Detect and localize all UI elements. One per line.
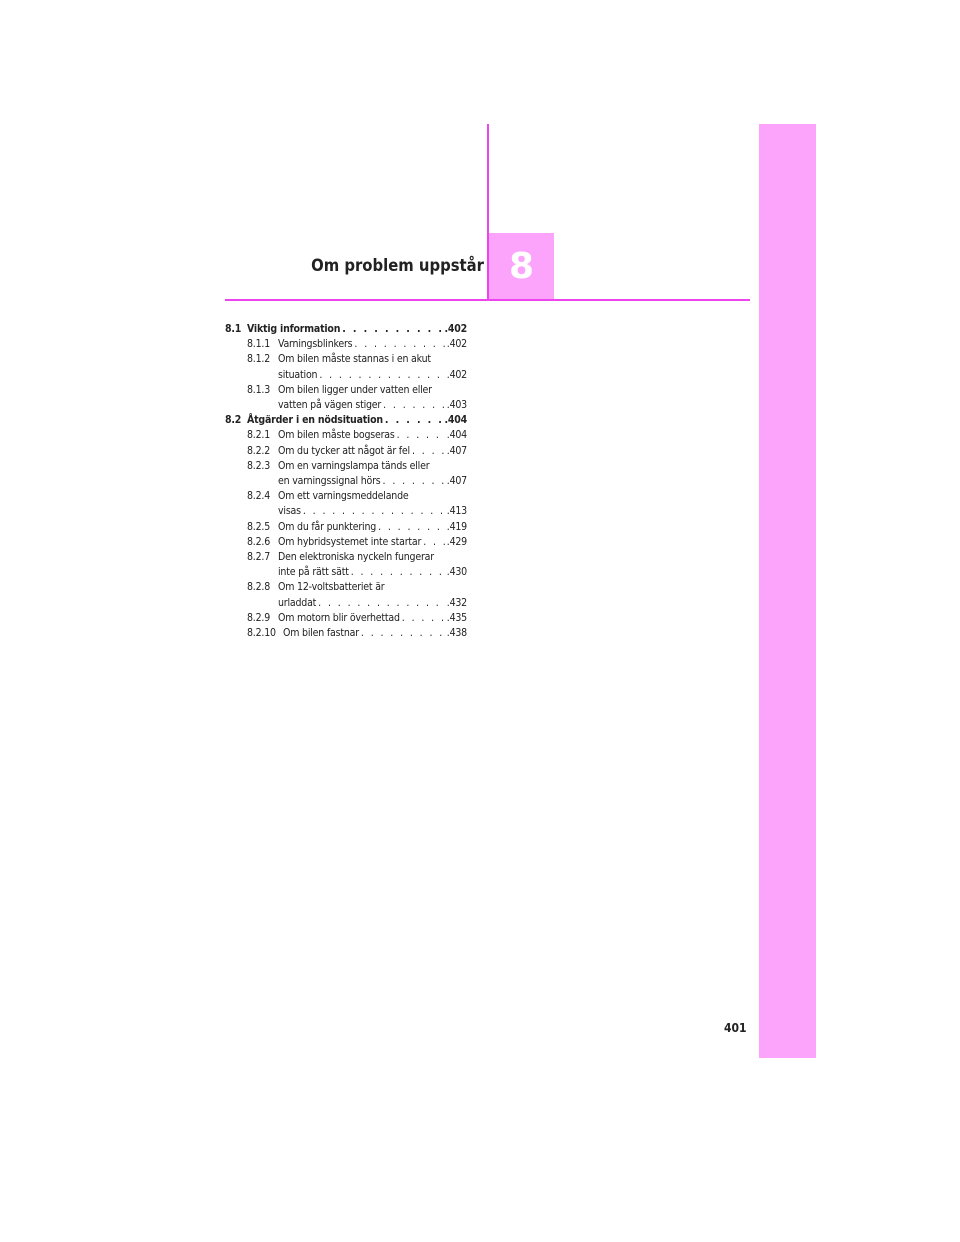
toc-leader-dots	[352, 337, 444, 352]
toc-leader-dots	[421, 535, 445, 550]
page-number: 401	[724, 1021, 747, 1035]
toc-entry-page: .404	[446, 429, 467, 442]
toc-entry-title: Om en varningslampa tänds eller	[278, 459, 430, 472]
toc-entry-number: 8.2.1	[247, 429, 271, 442]
toc-entry-number: 8.2.8	[247, 581, 271, 594]
toc-leader-dots	[316, 596, 445, 611]
toc-entry-number: 8.2.7	[247, 551, 271, 564]
toc-entry-page: .407	[446, 475, 467, 488]
toc-entry-page: .402	[446, 338, 467, 351]
toc-entry-page: .432	[446, 596, 467, 609]
toc-leader-dots	[381, 398, 445, 413]
toc-entry-page: .407	[446, 444, 467, 457]
chapter-number: 8	[508, 245, 535, 287]
toc-entry-title: en varningssignal hörs	[278, 475, 381, 488]
toc-entry-page: .430	[446, 566, 467, 579]
toc-entry-title: Den elektroniska nyckeln fungerar	[278, 551, 434, 564]
toc-entry[interactable]	[225, 413, 467, 428]
toc-entry-number: 8.2.2	[247, 444, 271, 457]
chapter-thumb-tab	[759, 124, 816, 1058]
toc-leader-dots	[317, 368, 444, 383]
toc-entry[interactable]	[225, 489, 467, 519]
toc-entry[interactable]	[225, 611, 467, 626]
chapter-number-box	[489, 233, 554, 299]
toc-entry-title: Om motorn blir överhettad	[278, 611, 400, 624]
toc-entry-title: visas	[278, 505, 301, 518]
toc-entry[interactable]	[225, 550, 467, 580]
toc-entry-number: 8.2.10	[247, 627, 276, 640]
toc-entry-title: Om du tycker att något är fel	[278, 444, 410, 457]
toc-entry-title: Varningsblinkers	[278, 338, 353, 351]
toc-entry-title: Om bilen ligger under vatten eller	[278, 383, 432, 396]
toc-entry-number: 8.2.3	[247, 459, 271, 472]
toc-leader-dots	[340, 322, 442, 337]
toc-leader-dots	[359, 626, 445, 641]
toc-entry-number: 8.1.2	[247, 353, 271, 366]
toc-entry-title: Om ett varningsmeddelande	[278, 490, 409, 503]
toc-entry[interactable]	[225, 337, 467, 352]
toc-leader-dots	[400, 611, 445, 626]
toc-leader-dots	[383, 413, 443, 428]
toc-entry[interactable]	[225, 428, 467, 443]
toc-entry[interactable]	[225, 626, 467, 641]
toc-entry-page: .402	[444, 323, 467, 335]
toc-leader-dots	[410, 444, 445, 459]
toc-entry-title: situation	[278, 368, 318, 381]
toc-entry-number: 8.2.5	[247, 520, 271, 533]
toc-entry-number: 8.2.4	[247, 490, 271, 503]
toc-entry[interactable]	[225, 322, 467, 337]
toc-entry-page: .413	[446, 505, 467, 518]
toc-leader-dots	[395, 428, 445, 443]
toc-entry-page: .438	[446, 627, 467, 640]
toc-entry-number: 8.2.6	[247, 535, 271, 548]
toc-entry-title: Om du får punktering	[278, 520, 377, 533]
toc-entry-number: 8.1.1	[247, 338, 271, 351]
toc-entry-title: inte på rätt sätt	[278, 566, 349, 579]
toc-entry-page: .404	[444, 414, 467, 427]
toc-entry[interactable]	[225, 352, 467, 382]
toc-entry-title: vatten på vägen stiger	[278, 399, 382, 412]
toc-entry-page: .402	[446, 368, 467, 381]
chapter-title: Om problem uppstår	[311, 256, 484, 275]
toc-entry-page: .435	[446, 611, 467, 624]
toc-entry[interactable]	[225, 535, 467, 550]
toc-leader-dots	[301, 504, 445, 519]
table-of-contents	[225, 322, 467, 641]
toc-entry-page: .403	[446, 399, 467, 412]
toc-entry[interactable]	[225, 383, 467, 413]
toc-entry[interactable]	[225, 459, 467, 489]
toc-entry-title: Om bilen måste stannas i en akut	[278, 353, 431, 366]
toc-leader-dots	[381, 474, 445, 489]
toc-leader-dots	[349, 565, 445, 580]
toc-entry-number: 8.2	[225, 414, 242, 427]
toc-entry-title: Om hybridsystemet inte startar	[278, 535, 422, 548]
toc-entry-number: 8.1.3	[247, 383, 271, 396]
toc-entry-title: Om bilen måste bogseras	[278, 429, 395, 442]
toc-entry[interactable]	[225, 444, 467, 459]
toc-entry-page: .429	[446, 535, 467, 548]
toc-entry-title: Viktig information	[247, 323, 341, 335]
toc-entry[interactable]	[225, 580, 467, 610]
toc-leader-dots	[376, 520, 445, 535]
toc-entry-number: 8.2.9	[247, 611, 271, 624]
toc-entry-page: .419	[446, 520, 467, 533]
toc-entry-title: urladdat	[278, 596, 317, 609]
toc-entry[interactable]	[225, 520, 467, 535]
toc-entry-number: 8.1	[225, 323, 242, 335]
toc-entry-title: Om bilen fastnar	[283, 627, 359, 640]
toc-entry-title: Om 12-voltsbatteriet är	[278, 581, 385, 594]
header-horizontal-rule	[225, 299, 750, 301]
toc-entry-title: Åtgärder i en nödsituation	[247, 414, 383, 427]
